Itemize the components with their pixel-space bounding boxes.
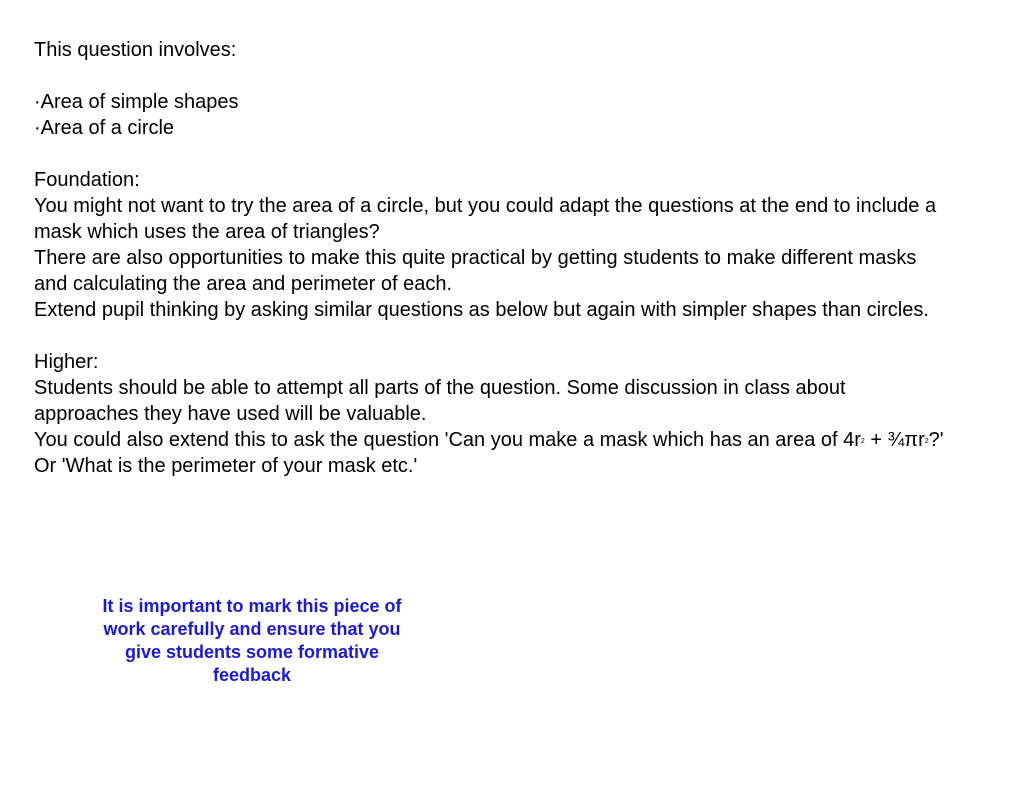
foundation-paragraph: You might not want to try the area of a circle, but you could adapt the questions at the end to include a mask which uses the area of triangles?	[34, 195, 937, 243]
higher-closing: Or 'What is the perimeter of your mask etc.'	[34, 455, 418, 477]
spacer	[34, 323, 954, 349]
higher-heading: Higher:	[34, 351, 99, 373]
higher-paragraph: Students should be able to attempt all parts of the question. Some discussion in class about approaches they have used will be valuable.	[34, 377, 846, 425]
spacer	[34, 141, 954, 167]
feedback-callout: It is important to mark this piece of work carefully and ensure that you give students some formative feedback	[102, 596, 402, 685]
extension-text: + ¾πr	[864, 429, 925, 451]
spacer	[34, 63, 954, 89]
topic-item: ·Area of simple shapes	[34, 91, 239, 113]
topic-item: ·Area of a circle	[34, 117, 175, 139]
higher-extension	[34, 427, 954, 453]
teacher-notes	[34, 37, 954, 479]
intro-heading: This question involves:	[34, 39, 237, 61]
exponent: 2	[860, 438, 865, 445]
exponent: 2	[924, 438, 929, 445]
extension-text: ?'	[928, 429, 944, 451]
foundation-heading: Foundation:	[34, 169, 140, 191]
extension-text: You could also extend this to ask the question 'Can you make a mask which has an area of 4r	[34, 429, 861, 451]
foundation-paragraph: There are also opportunities to make this quite practical by getting students to make different masks and calculating the area and perimeter of each.	[34, 247, 917, 295]
foundation-paragraph: Extend pupil thinking by asking similar questions as below but again with simpler shapes than circles.	[34, 299, 929, 321]
